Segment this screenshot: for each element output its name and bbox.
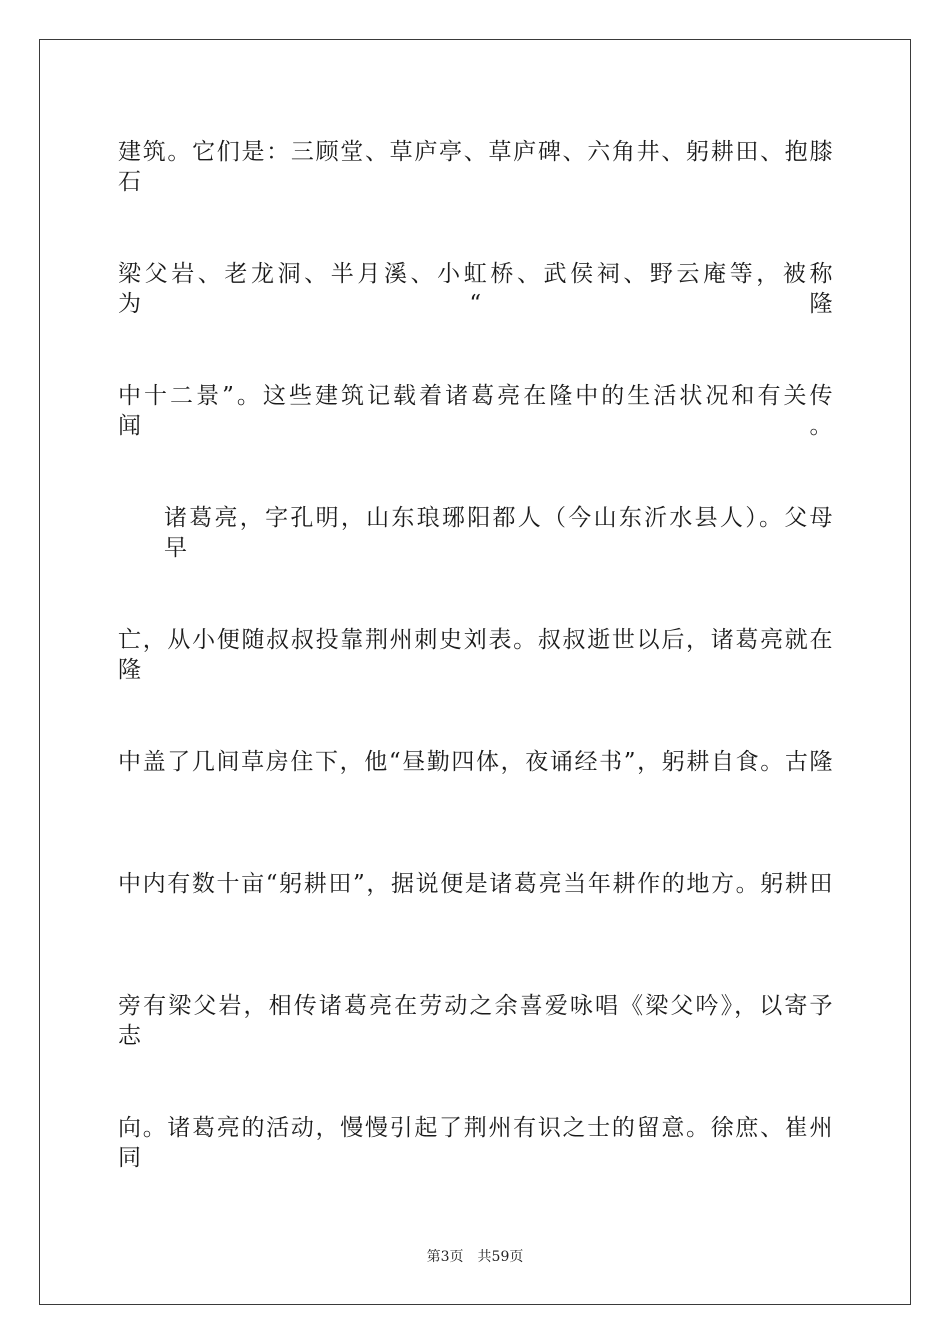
text-line-2: 梁父岩、老龙洞、半月溪、小虹桥、武侯祠、野云庵等，被称为“隆 [118, 261, 834, 317]
text-line-5: 亡，从小便随叔叔投靠荆州刺史刘表。叔叔逝世以后，诸葛亮就在隆 [118, 627, 834, 683]
text-line-8: 旁有梁父岩，相传诸葛亮在劳动之余喜爱咏唱《梁父吟》，以寄予志 [118, 993, 834, 1049]
text-line-6: 中盖了几间草房住下，他“昼勤四体，夜诵经书”，躬耕自食。古隆 [118, 749, 834, 775]
page-number: 第3页 [426, 1249, 464, 1265]
total-pages: 共59页 [477, 1249, 524, 1265]
text-line-9: 向。诸葛亮的活动，慢慢引起了荆州有识之士的留意。徐庶、崔州同 [118, 1115, 834, 1171]
page-footer [0, 1248, 950, 1266]
text-line-7: 中内有数十亩“躬耕田”，据说便是诸葛亮当年耕作的地方。躬耕田 [118, 871, 834, 897]
text-line-1: 建筑。它们是：三顾堂、草庐亭、草庐碑、六角井、躬耕田、抱膝石 [118, 139, 834, 195]
text-line-3: 中十二景”。这些建筑记载着诸葛亮在隆中的生活状况和有关传闻。 [118, 383, 834, 439]
text-line-4-paragraph-start: 诸葛亮，字孔明，山东琅琊阳都人（今山东沂水县人）。父母早 [164, 505, 834, 561]
